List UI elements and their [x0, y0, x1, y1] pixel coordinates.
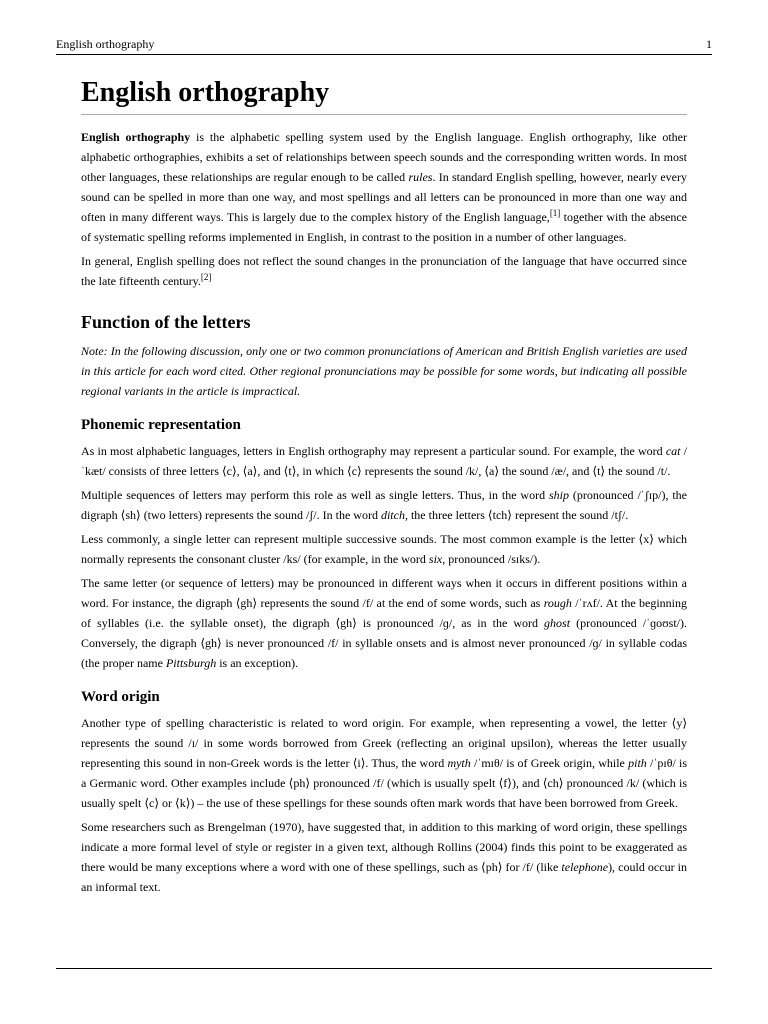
text-run: (pronounced /ˈʃɪp/), the digraph ⟨sh⟩ (two letters) represents the sound /ʃ/. In the word: [81, 488, 688, 522]
text-run: together with the absence of systematic spelling reforms implemented in English, in contrast to the position in a number of other languages.: [81, 210, 687, 244]
italic-term: ghost: [544, 616, 571, 630]
text-run: Some researchers such as Brengelman (1970), have suggested that, in addition to this marking of word origin, these spellings indicate a more formal level of style or register in a given text, although Rollins (2004) finds this point to be exaggerated as there would be many exceptions where a word with one of these spellings, such as ⟨ph⟩ for /f/ (like: [81, 820, 687, 874]
text-run: is an exception).: [216, 656, 299, 670]
text-run: ), could occur in an informal text.: [81, 860, 687, 894]
subsection-heading-phonemic: Phonemic representation: [81, 417, 241, 433]
article-body: [81, 70, 687, 901]
text-run: /ˈrʌf/. At the beginning of syllables (i.e. the syllable onset), the digraph ⟨gh⟩ is pronounced /ɡ/, as in the word: [81, 596, 687, 630]
running-header-title: English orthography: [56, 37, 155, 51]
subsection-heading-word-origin: Word origin: [81, 689, 160, 705]
text-run: As in most alphabetic languages, letters in English orthography may represent a particular sound. For example, the word: [81, 444, 666, 458]
italic-term: myth: [447, 756, 471, 770]
italic-term: ditch: [380, 508, 405, 522]
italic-term: rules: [408, 170, 433, 184]
italic-term: ship: [549, 488, 570, 502]
text-run: In general, English spelling does not reflect the sound changes in the pronunciation of the language that have occurred since the late fifteenth century.: [81, 254, 687, 288]
intro-section: [81, 127, 687, 291]
italic-term: telephone: [561, 860, 609, 874]
text-run: Less commonly, a single letter can represent multiple successive sounds. The most common example is the letter ⟨x⟩ which normally represents the consonant cluster /ks/ (for example, in the word: [81, 532, 687, 566]
text-run: . In standard English spelling, however, nearly every sound can be spelled in more than one way, and most spellings and all letters can be pronounced in more than one way and often in many different ways. This is largely due to the complex history of the English language,: [81, 170, 687, 224]
running-header: [56, 36, 712, 52]
text-run: , pronounced /sɪks/).: [442, 552, 541, 566]
footer-divider: [56, 968, 712, 969]
text-run: /ˈkæt/ consists of three letters ⟨c⟩, ⟨a⟩, and ⟨t⟩, in which ⟨c⟩ represents the sound /k/, ⟨a⟩ the sound /æ/, and ⟨t⟩ the sound /t/.: [81, 444, 688, 478]
italic-term: rough: [543, 596, 572, 610]
italic-term: cat: [665, 444, 681, 458]
text-run: is the alphabetic spelling system used by the English language. English orthography, like other alphabetic orthographies, exhibits a set of relationships between speech sounds and the corresponding written words. In most other languages, these relationships are regular enough to be called: [81, 130, 688, 184]
citation-ref[interactable]: [1]: [549, 208, 561, 218]
text-run: /ˈmɪθ/ is of Greek origin, while: [470, 756, 629, 770]
intro-paragraph: [81, 127, 687, 247]
header-divider: [56, 54, 712, 55]
phonemic-paragraph: [81, 529, 687, 569]
italic-term: pith: [628, 756, 647, 770]
text-run: The same letter (or sequence of letters) may be pronounced in different ways when it occurs in different positions within a word. For instance, the digraph ⟨gh⟩ represents the sound /f/ at the end of some words, such as: [81, 576, 687, 610]
bold-term: English orthography: [81, 130, 191, 144]
section-heading-function: Function of the letters: [81, 312, 251, 332]
text-run: (pronounced /ˈɡoʊst/). Conversely, the digraph ⟨gh⟩ is never pronounced /f/ in syllable onsets and is almost never pronounced /ɡ/ in syllable codas (the proper name: [81, 616, 687, 670]
italic-term: Pittsburgh: [165, 656, 217, 670]
citation-ref[interactable]: [2]: [200, 272, 212, 282]
page-number: 1: [706, 37, 712, 51]
phonemic-paragraph: [81, 485, 687, 525]
phonemic-paragraph: [81, 441, 687, 481]
text-run: Multiple sequences of letters may perform this role as well as single letters. Thus, in the word: [81, 488, 549, 502]
text-run: Another type of spelling characteristic is related to word origin. For example, when representing a vowel, the letter ⟨y⟩ represents the sound /ɪ/ in some words borrowed from Greek (reflecting an original upsilon), whereas the letter usually representing this sound in non-Greek words is the letter ⟨i⟩. Thus, the word: [81, 716, 687, 770]
intro-paragraph: [81, 251, 687, 291]
italic-term: six: [428, 552, 443, 566]
text-run: /ˈpɪθ/ is a Germanic word. Other examples include ⟨ph⟩ pronounced /f/ (which is usually spelt ⟨f⟩), and ⟨ch⟩ pronounced /k/ (which is usually spelt ⟨c⟩ or ⟨k⟩) – the use of these spellings for these sounds often mark words that have been borrowed from Greek.: [81, 756, 688, 810]
phonemic-paragraph: [81, 573, 687, 673]
origin-paragraph: [81, 713, 687, 813]
article-title: English orthography: [81, 70, 687, 115]
note-paragraph: Note: In the following discussion, only one or two common pronunciations of American and British English varieties are used in this article for each word cited. Other regional pronunciations may be possible for some words, but indicating all possible regional variants in the article is impractical.: [81, 344, 687, 398]
text-run: , the three letters ⟨tch⟩ represent the sound /tʃ/.: [404, 508, 629, 522]
origin-paragraph: [81, 817, 687, 897]
